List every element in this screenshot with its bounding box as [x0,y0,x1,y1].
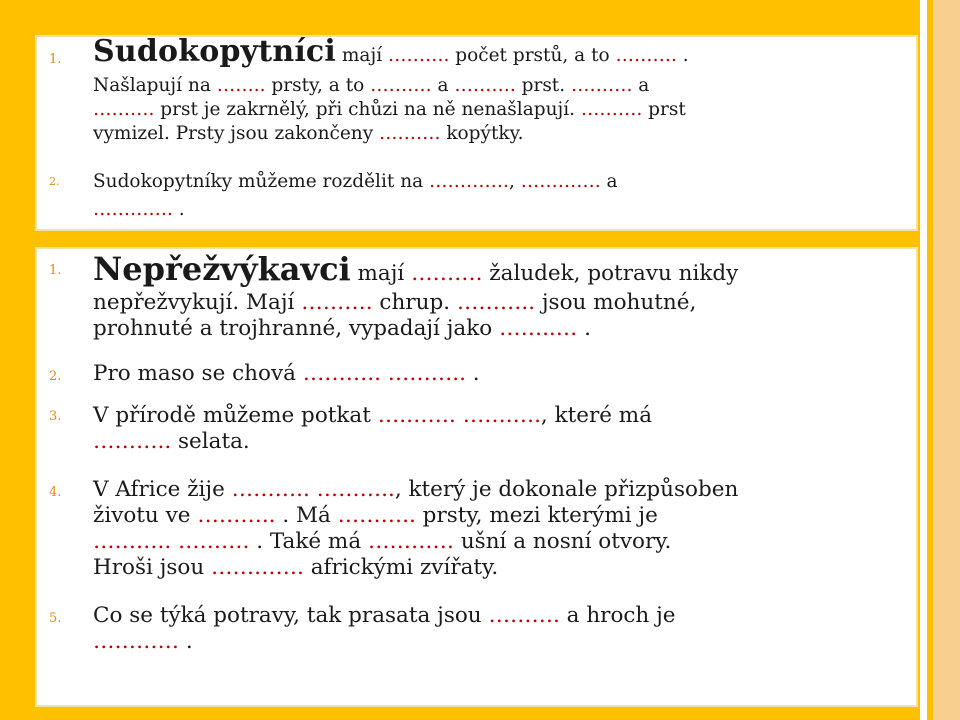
right-white-stripe [920,0,927,720]
blank-placeholder: …………. [429,171,509,192]
text-fragment: . [465,361,480,386]
text-line [93,629,913,655]
text-segments [93,429,250,454]
text-line [93,403,913,429]
text-segments [93,290,696,315]
text-line [93,99,686,122]
text-line [93,250,913,290]
blank-placeholder: ………… [367,529,454,554]
text-fragment: . [676,45,689,66]
text-fragment: a [600,171,618,192]
text-fragment: , který je dokonale přizpůsoben [394,477,739,502]
text-fragment: Našlapují na [93,75,217,96]
text-fragment: prst. [515,75,572,96]
text-fragment: . [179,629,193,654]
text-segments [93,316,591,341]
text-line [93,75,649,98]
list-number: 5. [49,611,62,626]
term-heading: Sudokopytníci [93,34,336,69]
text-fragment: chrup. [372,290,457,315]
text-box-sudokopytnici [35,35,918,231]
text-fragment: , které má [540,403,653,428]
text-segments [93,477,738,502]
blank-placeholder: ……….. [456,290,536,315]
list-number: 2. [49,175,60,188]
list-number: 4. [49,485,62,500]
text-fragment: , [508,171,521,192]
text-fragment: . Má [275,503,338,528]
blank-placeholder: ………. [571,75,633,96]
text-fragment: . [172,199,185,220]
text-segments [93,199,185,220]
text-fragment: Pro maso se chová [93,361,303,386]
text-fragment: počet prstů, a to [449,45,616,66]
blank-placeholder: ………. [454,75,516,96]
blank-placeholder: ………. [615,45,677,66]
text-fragment [456,403,463,428]
text-segments [93,403,652,428]
text-segments [93,171,618,192]
text-fragment: žaludek, potravu nikdy [482,261,739,286]
blank-placeholder: ………. [301,290,373,315]
text-line [93,34,689,69]
text-fragment: V Africe žije [93,477,232,502]
blank-placeholder: …………. [520,171,601,192]
blank-placeholder: ……….. [231,477,310,502]
blank-placeholder: ……..… [499,316,578,341]
text-segments [93,99,686,120]
list-item-africe [93,477,913,581]
blank-placeholder: ……….. [93,529,172,554]
text-fragment: prst [642,99,686,120]
text-fragment: a [431,75,455,96]
list-item-rozdeleni [93,168,903,224]
text-segments [93,529,671,554]
blank-placeholder: …….. [216,75,266,96]
blank-placeholder: ………. [379,123,441,144]
text-fragment: mají [336,45,388,66]
text-fragment: . Také má [249,529,368,554]
text-fragment: a hroch je [559,603,676,628]
text-fragment [310,477,317,502]
blank-placeholder: ……….. [93,429,172,454]
text-segments [93,555,498,580]
text-fragment: Hroši jsou [93,555,212,580]
text-fragment: selata. [171,429,250,454]
text-fragment: vymizel. Prsty jsou zakončeny [93,123,380,144]
text-fragment: prohnuté a trojhranné, vypadají jako [93,316,500,341]
blank-placeholder: …….…. [462,403,541,428]
text-line [93,290,913,316]
text-fragment: prsty, mezi kterými je [415,503,658,528]
text-line [93,603,913,629]
blank-placeholder: ……….. [316,477,395,502]
text-fragment: a [632,75,650,96]
text-line [93,123,523,146]
blank-placeholder: ……….. [197,503,276,528]
list-number: 1. [49,52,62,67]
text-fragment: mají [350,261,412,286]
blank-placeholder: ………… [93,629,179,654]
text-line [93,429,913,455]
text-segments [351,261,739,286]
text-box-neprezvykavci [35,247,918,707]
blank-placeholder: ………. [488,603,560,628]
text-fragment: . [577,316,591,341]
list-item-priroda [93,403,913,455]
text-line [93,196,903,224]
blank-placeholder: ………. [370,75,432,96]
blank-placeholder: ………. [411,261,483,286]
text-fragment: Sudokopytníky můžeme rozdělit na [93,171,430,192]
text-fragment [381,361,388,386]
text-segments [336,45,689,66]
blank-placeholder: ………. [388,45,450,66]
text-line [93,361,913,387]
text-fragment: Co se týká potravy, tak prasata jsou [93,603,489,628]
text-line [93,555,913,581]
text-line [93,503,913,529]
text-fragment: kopýtky. [440,123,524,144]
right-peach-stripe [933,0,960,720]
text-fragment: prsty, a to [265,75,371,96]
text-fragment: ušní a nosní otvory. [453,529,672,554]
text-fragment: jsou mohutné, [535,290,697,315]
blank-placeholder: ………. [93,99,155,120]
text-line [93,316,913,342]
blank-placeholder: ………. [178,529,250,554]
text-segments [93,123,523,144]
text-fragment: životu ve [93,503,198,528]
text-line [93,168,903,196]
text-fragment: africkými zvířaty. [303,555,499,580]
list-item-neprezvykavci [93,250,913,342]
list-number: 2. [49,369,62,384]
text-segments [93,503,658,528]
blank-placeholder: ……….. [337,503,416,528]
blank-placeholder: ……….. [302,361,381,386]
blank-placeholder: ….……. [377,403,456,428]
text-segments [93,629,193,654]
text-fragment: V přírodě můžeme potkat [93,403,378,428]
text-line [93,529,913,555]
text-fragment: nepřežvykují. Mají [93,290,302,315]
blank-placeholder: …………. [211,555,304,580]
text-fragment: prst je zakrnělý, při chůzi na ně nenašlapují. [154,99,581,120]
text-segments [93,603,676,628]
term-heading: Nepřežvýkavci [93,250,351,288]
text-fragment [171,529,178,554]
text-segments [93,361,480,386]
list-item-potrava [93,603,913,655]
blank-placeholder: ………. [580,99,643,120]
text-segments [93,75,649,96]
list-number: 1. [49,263,62,278]
list-item-maso [93,361,913,387]
text-line [93,477,913,503]
blank-placeholder: …………. [93,199,173,220]
blank-placeholder: ……….. [387,361,466,386]
left-border [0,0,6,720]
list-number: 3. [49,409,62,424]
